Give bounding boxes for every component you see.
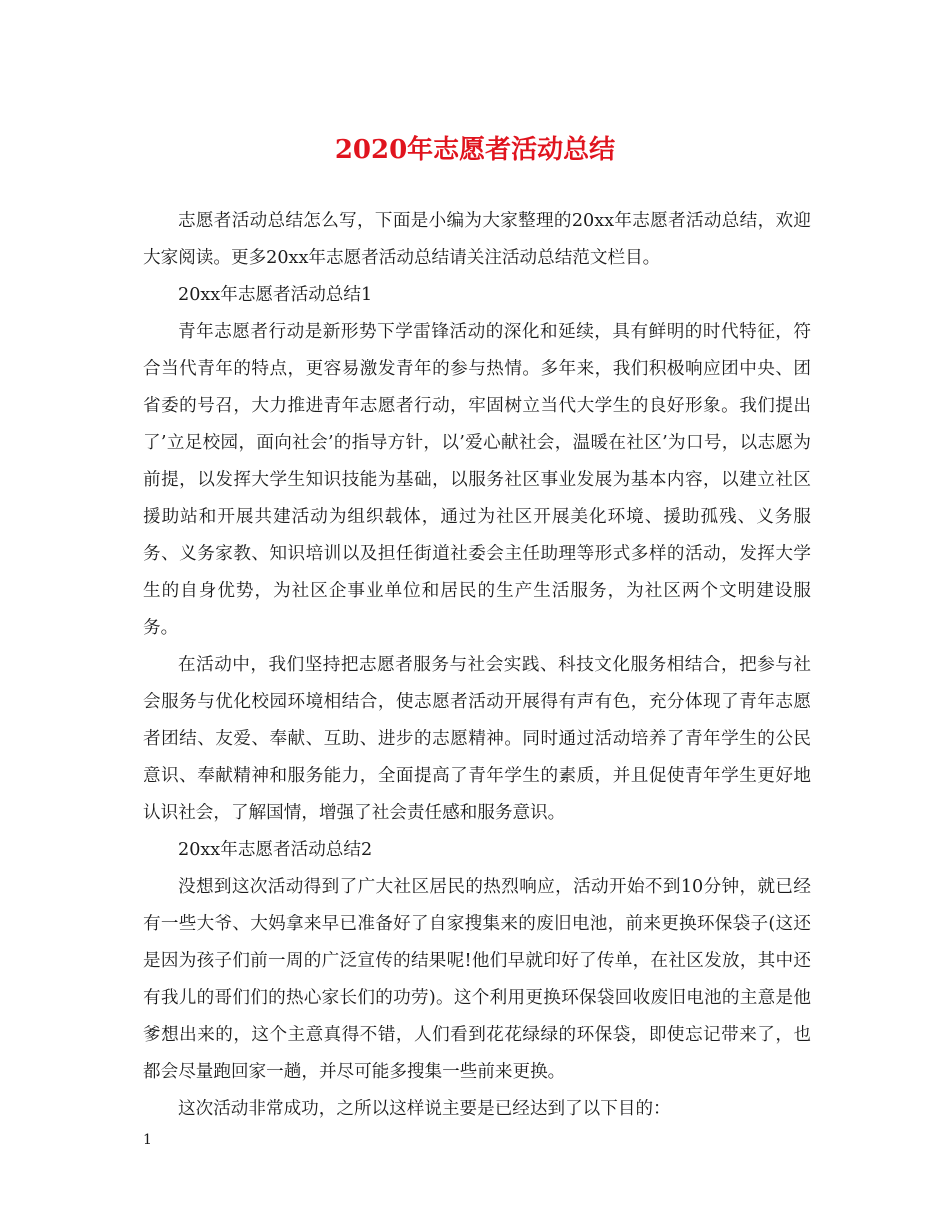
document-title: 2020年志愿者活动总结 bbox=[334, 135, 616, 165]
body-paragraph: 这次活动非常成功，之所以这样说主要是已经达到了以下目的： bbox=[178, 1099, 671, 1119]
body-paragraph: 没想到这次活动得到了广大社区居民的热烈响应，活动开始不到10分钟，就已经有一些大爷、大妈拿来早已准备好了自家搜集来的废旧电池，前来更换环保袋子(这还是因为孩子们前一周的广泛宣传的结果呢!他们早就印好了传单，在社区发放，其中还有我儿的哥们们的热心家长们的功劳)。这个利用更换环保袋回收废旧电池的主意是他爹想出来的，这个主意真得不错，人们看到花花绿绿的环保袋，即使忘记带来了，也都会尽量跑回家一趟，并尽可能多搜集一些前来更换。 bbox=[143, 877, 811, 1082]
body-paragraph: 青年志愿者行动是新形势下学雷锋活动的深化和延续，具有鲜明的时代特征，符合当代青年的特点，更容易激发青年的参与热情。多年来，我们积极响应团中央、团省委的号召，大力推进青年志愿者行动，牢固树立当代大学生的良好形象。我们提出了’立足校园，面向社会’的指导方针，以’爱心献社会，温暖在社区’为口号，以志愿为前提，以发挥大学生知识技能为基础，以服务社区事业发展为基本内容，以建立社区援助站和开展共建活动为组织载体，通过为社区开展美化环境、援助孤残、义务服务、义务家教、知识培训以及担任街道社委会主任助理等形式多样的活动，发挥大学生的自身优势，为社区企事业单位和居民的生产生活服务，为社区两个文明建设服务。 bbox=[143, 322, 811, 638]
intro-paragraph: 志愿者活动总结怎么写，下面是小编为大家整理的20xx年志愿者活动总结，欢迎大家阅读。更多20xx年志愿者活动总结请关注活动总结范文栏目。 bbox=[143, 211, 811, 268]
page-number: 1 bbox=[143, 1132, 152, 1148]
section-heading-2: 20xx年志愿者活动总结2 bbox=[178, 840, 373, 860]
document-body bbox=[143, 203, 811, 1128]
body-paragraph: 在活动中，我们坚持把志愿者服务与社会实践、科技文化服务相结合，把参与社会服务与优化校园环境相结合，使志愿者活动开展得有声有色，充分体现了青年志愿者团结、友爱、奉献、互助、进步的志愿精神。同时通过活动培养了青年学生的公民意识、奉献精神和服务能力，全面提高了青年学生的素质，并且促使青年学生更好地认识社会，了解国情，增强了社会责任感和服务意识。 bbox=[143, 655, 811, 823]
section-heading-1: 20xx年志愿者活动总结1 bbox=[178, 285, 373, 305]
